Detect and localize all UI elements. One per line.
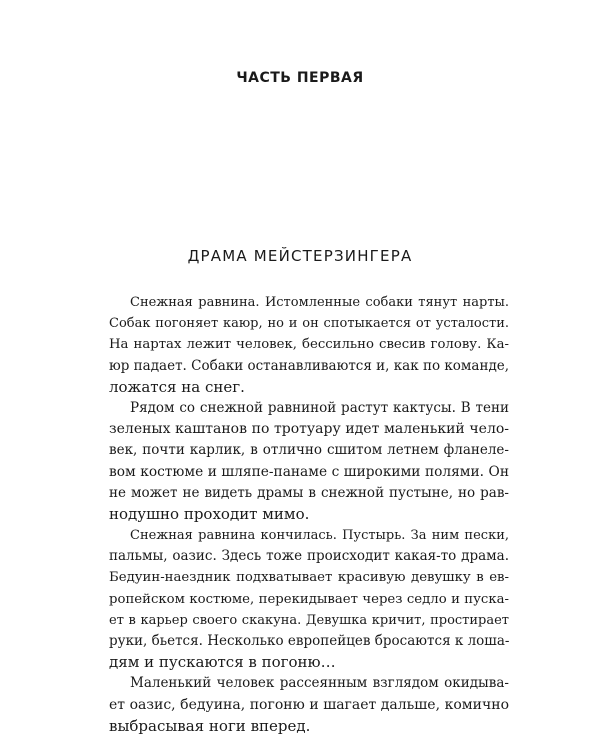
text-line: На нартах лежит человек, бессильно свесив голову. Ка- [109, 337, 509, 353]
text-line: пальмы, оазис. Здесь тоже происходит какая-то драма. [109, 548, 509, 565]
text-line: век, почти карлик, в отлично сшитом летнем фланеле- [109, 442, 509, 459]
text-line: нодушно проходит мимо. [109, 504, 310, 523]
text-line: Бедуин-наездник подхватывает красивую девушку в ев- [109, 570, 509, 586]
text-line: Маленький человек рассеянным взглядом окидыва- [130, 675, 509, 692]
text-line: дям и пускаются в погоню… [109, 653, 336, 672]
text-line: Собак погоняет каюр, но и он спотыкается от усталости. [109, 316, 509, 332]
chapter-title: ДРАМА МЕЙСТЕРЗИНГЕРА [187, 247, 413, 265]
text-line: руки, бьется. Несколько европейцев бросаются к лоша- [109, 633, 510, 649]
text-line: ет в карьер своего скакуна. Девушка кричит, простирает [109, 612, 509, 628]
paragraph [109, 673, 509, 737]
paragraph [109, 292, 509, 398]
paragraph [109, 525, 509, 673]
text-line: ропейском костюме, перекидывает через седло и пускa- [109, 591, 509, 607]
part-title: ЧАСТЬ ПЕРВАЯ [236, 70, 364, 86]
text-line: выбрасывая ноги вперед. [109, 716, 311, 735]
text-line: Снежная равнина кончилась. Пустырь. За ним пески, [130, 528, 509, 544]
text-line: вом костюме и шляпе-панаме с широкими полями. Он [109, 463, 509, 480]
paragraph [109, 398, 509, 525]
text-line: зеленых каштанов по тротуару идет маленький чело- [109, 421, 509, 438]
text-line: ет оазис, бедуина, погоню и шагает дальше, комично [109, 696, 509, 713]
text-line: не может не видеть драмы в снежной пустыне, но рав- [109, 484, 509, 501]
text-line: юр падает. Собаки останавливаются и, как по команде, [109, 357, 510, 374]
text-line: ложатся на снег. [109, 377, 245, 396]
text-line: Рядом со снежной равниной растут кактусы. В тени [130, 399, 509, 416]
chapter-body [109, 292, 509, 737]
text-line: Снежная равнина. Истомленные собаки тянут нарты. [130, 295, 509, 310]
